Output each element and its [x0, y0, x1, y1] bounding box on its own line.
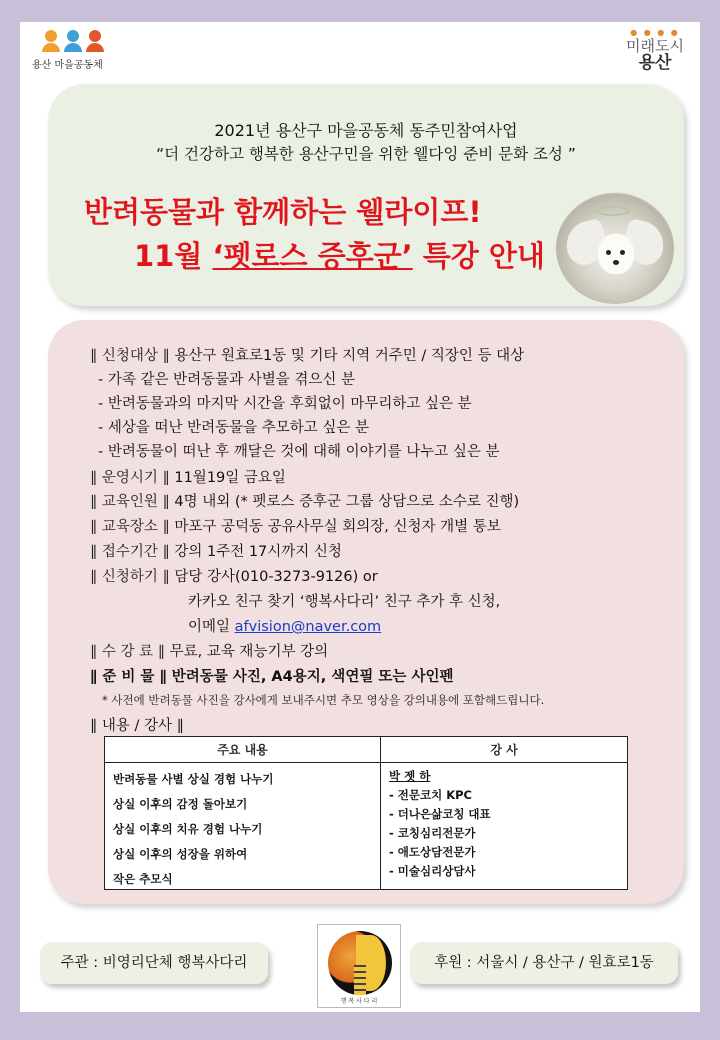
instructor-title: - 미술심리상담사	[389, 864, 476, 878]
table-body	[105, 763, 627, 889]
capacity-label: ∥ 교육인원 ∥	[90, 494, 170, 510]
instructor-title: - 전문코치 KPC	[389, 788, 472, 802]
target-row	[90, 344, 524, 365]
content-column	[105, 763, 381, 889]
schedule-value: 11월19일 금요일	[174, 470, 286, 486]
project-title: 2021년 용산구 마을공동체 동주민참여사업	[214, 121, 518, 140]
target-item: - 반려동물과의 마지막 시간을 후회없이 마무리하고 싶은 분	[98, 396, 472, 412]
capacity-row	[90, 490, 519, 511]
headline-main: 반려동물과 함께하는 웰라이프!	[84, 195, 482, 229]
venue-value: 마포구 공덕동 공유사무실 회의장, 신청자 개별 통보	[174, 519, 501, 535]
instructor-title: - 애도상담전문가	[389, 845, 476, 859]
target-item: - 세상을 떠난 반려동물을 추모하고 싶은 분	[98, 420, 370, 436]
program-table	[104, 736, 628, 890]
content-item: 상실 이후의 치유 경험 나누기	[113, 822, 263, 836]
emblem-caption: 행 복 사 다 리	[340, 998, 378, 1005]
apply-label: ∥ 신청하기 ∥	[90, 569, 170, 585]
photo-note: * 사전에 반려동물 사진을 강사에게 보내주시면 추모 영상을 강의내용에 포함해드립니다.	[102, 693, 545, 707]
project-subtitle: “더 건강하고 행복한 용산구민을 위한 웰다잉 준비 문화 조성 ”	[156, 145, 576, 163]
prep-value: 반려동물 사진, A4용지, 색연필 또는 사인펜	[171, 669, 454, 685]
ladder-emblem-icon	[317, 924, 401, 1008]
sponsor-box: 후원 : 서울시 / 용산구 / 원효로1동	[410, 942, 678, 984]
community-logo-caption: 용산 마을공동체	[32, 60, 103, 71]
prep-label: ∥ 준 비 물 ∥	[90, 669, 167, 685]
fee-label: ∥ 수 강 료 ∥	[90, 644, 165, 660]
apply-email-prefix: 이메일	[188, 619, 235, 635]
content-item: 상실 이후의 감정 돌아보기	[113, 797, 248, 811]
intro-panel	[48, 84, 684, 306]
venue-row	[90, 515, 501, 536]
table-header	[105, 737, 627, 763]
apply-row	[90, 565, 378, 586]
apply-line1: 담당 강사(010-3273-9126) or	[174, 569, 378, 585]
host-box: 주관 : 비영리단체 행복사다리	[40, 942, 268, 984]
apply-line2: 카카오 친구 찾기 ‘행복사다리’ 친구 추가 후 신청,	[188, 594, 501, 610]
email-link[interactable]: afvision@naver.com	[234, 619, 382, 635]
content-item: 반려동물 사별 상실 경험 나누기	[113, 772, 274, 786]
target-label: ∥ 신청대상 ∥	[90, 348, 170, 364]
poster	[20, 22, 700, 1012]
fee-row	[90, 640, 328, 661]
city-logo-line1: 미래도시	[626, 37, 684, 55]
target-value: 용산구 원효로1동 및 기타 지역 거주민 / 직장인 등 대상	[174, 348, 525, 364]
deadline-label: ∥ 접수기간 ∥	[90, 544, 170, 560]
headline-sub-title: ‘펫로스 증후군’	[212, 239, 413, 273]
target-item: - 반려동물이 떠난 후 깨달은 것에 대해 이야기를 나누고 싶은 분	[98, 444, 500, 460]
community-logo	[32, 30, 112, 90]
apply-line3	[188, 615, 381, 636]
target-item: - 가족 같은 반려동물과 사별을 겪으신 분	[98, 372, 355, 388]
deadline-row	[90, 540, 342, 561]
instructor-name: 박 젯 하	[389, 769, 431, 783]
headline-sub-post: 특강 안내	[412, 239, 545, 273]
capacity-value: 4명 내외 (* 펫로스 증후군 그룹 상담으로 소수로 진행)	[174, 494, 520, 510]
content-label: ∥ 내용 / 강사 ∥	[90, 718, 184, 734]
content-item: 작은 추모식	[113, 872, 173, 886]
fee-value: 무료, 교육 재능기부 강의	[169, 644, 329, 660]
deadline-value: 강의 1주전 17시까지 신청	[174, 544, 342, 560]
schedule-label: ∥ 운영시기 ∥	[90, 470, 170, 486]
instructor-title: - 더나은삶코칭 대표	[389, 807, 491, 821]
city-logo	[620, 28, 690, 84]
city-pins-icon: ● ● ● ●	[630, 28, 680, 37]
people-icon	[42, 30, 112, 52]
angel-dog-image	[556, 192, 674, 304]
content-item: 상실 이후의 성장을 위하여	[113, 847, 248, 861]
headline-sub-pre: 11월	[134, 239, 213, 273]
venue-label: ∥ 교육장소 ∥	[90, 519, 170, 535]
city-logo-line2: 용산	[638, 53, 672, 73]
instructor-column	[381, 763, 627, 889]
instructor-title: - 코칭심리전문가	[389, 826, 476, 840]
table-header-instructor: 강 사	[490, 743, 518, 757]
table-header-content: 주요 내용	[105, 737, 381, 762]
prep-row	[90, 665, 453, 686]
headline-sub	[134, 234, 545, 275]
schedule-row	[90, 466, 286, 487]
